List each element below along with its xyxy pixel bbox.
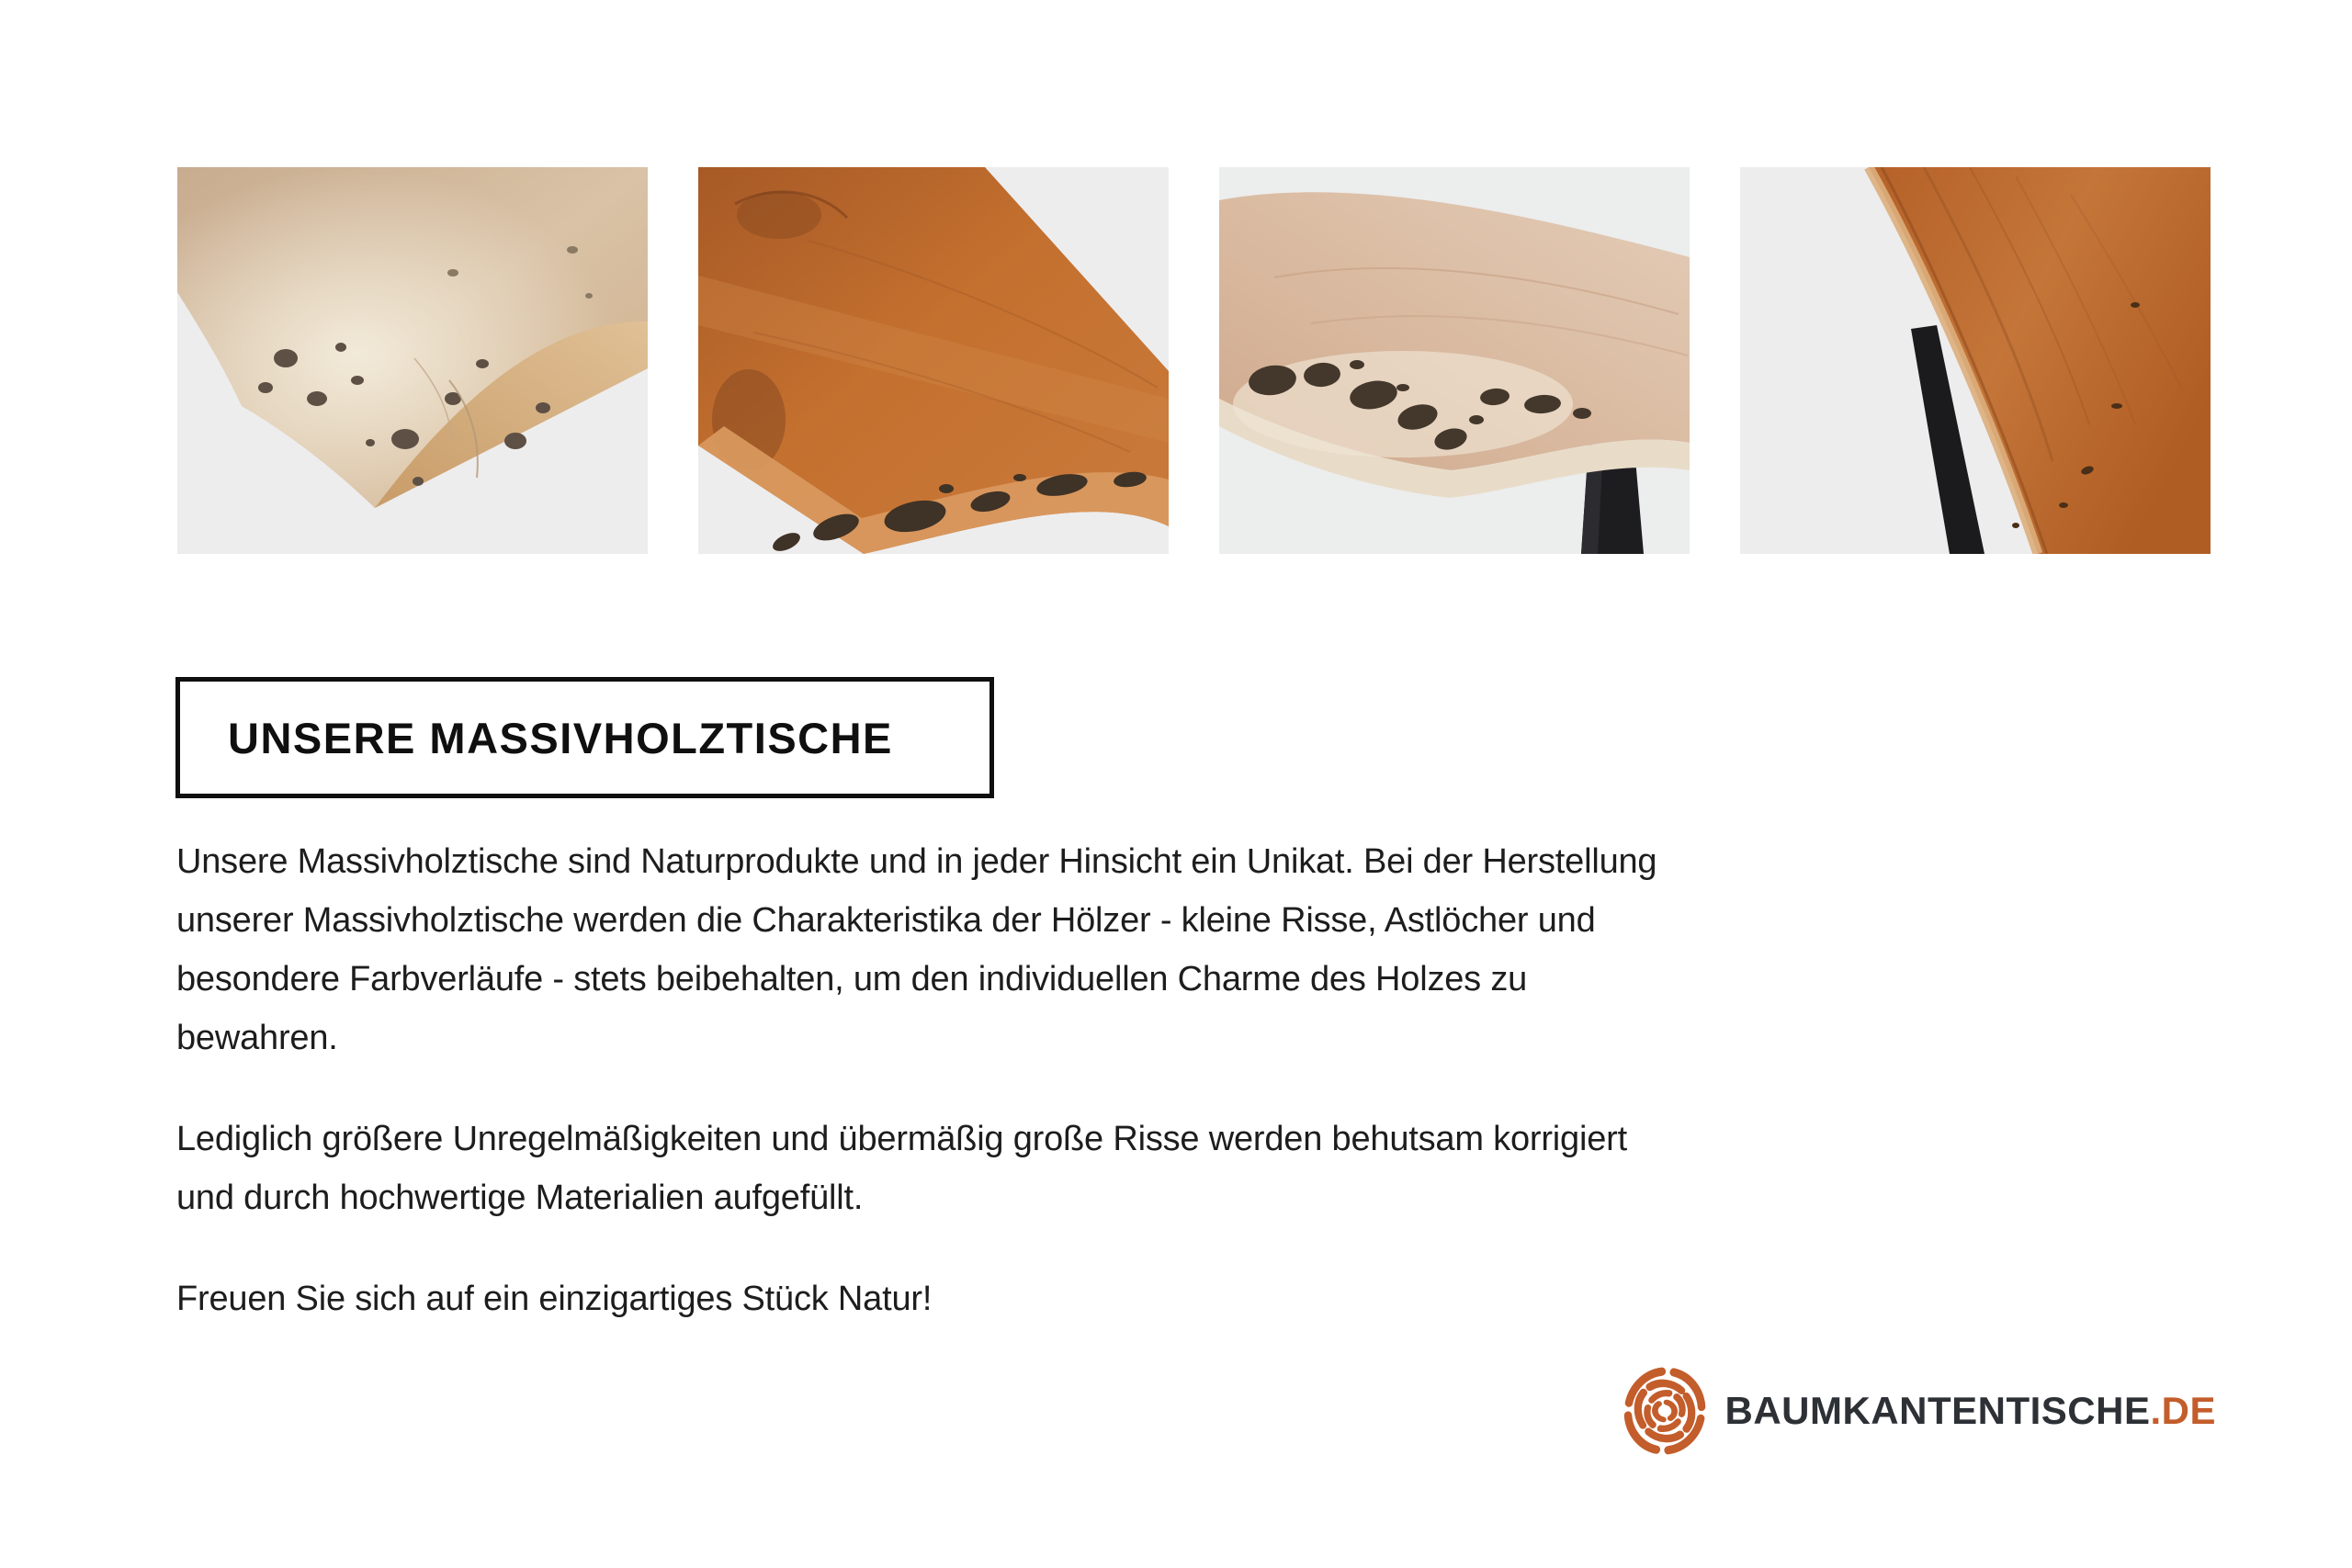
text-line: und durch hochwertige Materialien aufgefüllt.	[176, 1179, 864, 1217]
brand-name-tld: .DE	[2150, 1389, 2216, 1432]
tabletop-leg-illustration	[1219, 167, 1690, 554]
wood-corner-illustration	[177, 167, 648, 554]
text-line: Freuen Sie sich auf ein einzigartiges Stück Natur!	[176, 1280, 933, 1318]
paragraph-1	[176, 832, 2106, 1067]
text-line: besondere Farbverläufe - stets beibehalten, um den individuellen Charme des Holzes zu	[176, 960, 1528, 998]
text-line: Lediglich größere Unregelmäßigkeiten und übermäßig große Risse werden behutsam korrigiert	[176, 1120, 1627, 1158]
brand-name	[1724, 1389, 2216, 1433]
section-heading-box	[175, 677, 994, 798]
paragraph-2	[176, 1110, 2106, 1227]
text-line: bewahren.	[176, 1019, 338, 1057]
product-photo-live-edge-with-leg	[1219, 167, 1690, 554]
tree-rings-icon-svg	[1622, 1366, 1708, 1456]
paragraph-3	[176, 1269, 2106, 1328]
plank-leg-illustration	[1740, 167, 2211, 554]
live-edge-illustration	[698, 167, 1169, 554]
brand-logo[interactable]	[1622, 1365, 2216, 1457]
product-photo-plank-edge-with-leg	[1740, 167, 2211, 554]
brand-name-main: BAUMKANTENTISCHE	[1724, 1389, 2151, 1432]
description-text	[176, 832, 2106, 1371]
text-line: unserer Massivholztische werden die Charakteristika der Hölzer - kleine Risse, Astlöcher und	[176, 901, 1596, 940]
section-heading: UNSERE MASSIVHOLZTISCHE	[228, 713, 893, 762]
product-photo-live-edge-orange	[698, 167, 1169, 554]
wood-detail-gallery	[177, 167, 2211, 554]
product-photo-table-corner-light-acacia	[177, 167, 648, 554]
text-line: Unsere Massivholztische sind Naturprodukte und in jeder Hinsicht ein Unikat. Bei der Herstellung	[176, 842, 1657, 881]
tree-rings-icon	[1622, 1366, 1708, 1456]
